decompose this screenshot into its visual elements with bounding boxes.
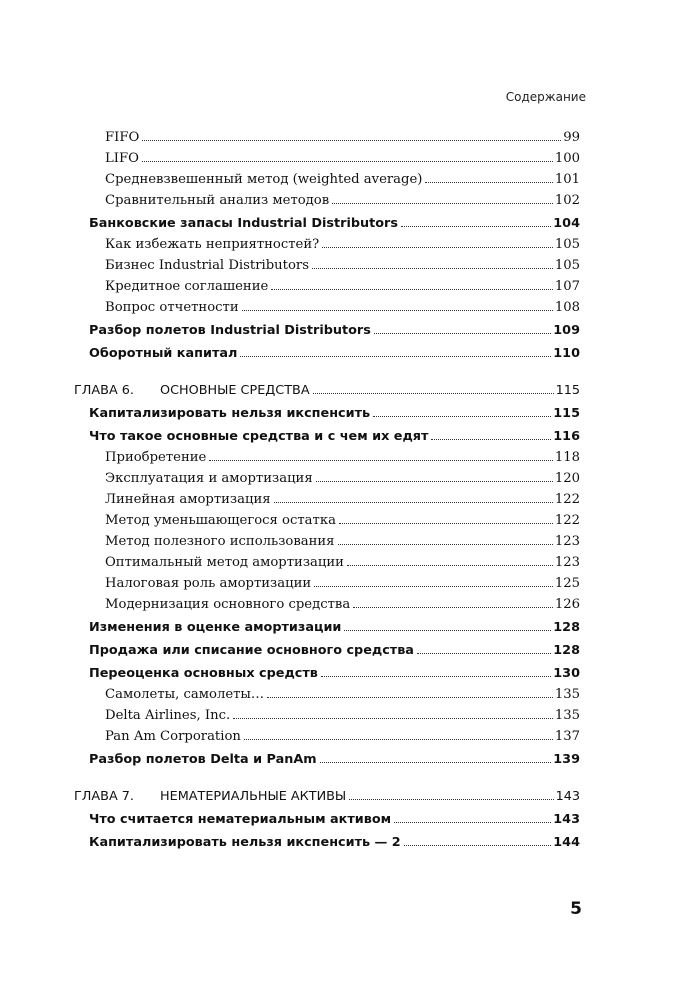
toc-entry-title: Метод полезного использования [105, 534, 335, 549]
dot-leader [373, 416, 551, 417]
toc-page-number: 130 [553, 666, 580, 681]
dot-leader [404, 845, 552, 846]
toc-subsection-entry[interactable] [0, 170, 694, 190]
toc-page-number: 126 [554, 597, 580, 612]
toc-subsection-entry[interactable] [0, 685, 694, 705]
dot-leader [425, 182, 552, 183]
toc-subsection-entry[interactable] [0, 191, 694, 211]
toc-entry-title: Вопрос отчетности [105, 300, 239, 315]
toc-section-entry[interactable] [0, 750, 694, 770]
toc-page-number: 102 [554, 193, 580, 208]
dot-leader [142, 140, 561, 141]
toc-section-entry[interactable] [0, 344, 694, 364]
dot-leader [313, 393, 554, 394]
toc-subsection-entry[interactable] [0, 149, 694, 169]
dot-leader [242, 310, 553, 311]
toc-section-entry[interactable] [0, 664, 694, 684]
toc-entry-title: Средневзвешенный метод (weighted average) [105, 172, 423, 187]
toc-section-entry[interactable] [0, 833, 694, 853]
toc-section-entry[interactable] [0, 427, 694, 447]
toc-entry-title: FIFO [105, 130, 140, 145]
toc-entry-title: Pan Am Corporation [105, 729, 241, 744]
toc-page-number: 110 [553, 346, 580, 361]
toc-entry-title: Разбор полетов Industrial Distributors [89, 323, 371, 338]
dot-leader [271, 289, 553, 290]
dot-leader [142, 161, 553, 162]
toc-chapter-label: ГЛАВА 7. [74, 789, 134, 804]
toc-subsection-entry[interactable] [0, 706, 694, 726]
toc-page-number: 143 [553, 812, 580, 827]
toc-entry-title: Налоговая роль амортизации [105, 576, 312, 591]
dot-leader [233, 718, 553, 719]
toc-subsection-entry[interactable] [0, 256, 694, 276]
toc-entry-title: Сравнительный анализ методов [105, 193, 330, 208]
toc-chapter-title: НЕМАТЕРИАЛЬНЫЕ АКТИВЫ [160, 789, 347, 804]
toc-entry-title: Продажа или списание основного средства [89, 643, 414, 658]
toc-page-number: 118 [554, 450, 580, 465]
toc-page-number: 122 [554, 492, 580, 507]
toc-page-number: 109 [553, 323, 580, 338]
toc-section-entry[interactable] [0, 321, 694, 341]
toc-entry-title: Модернизация основного средства [105, 597, 351, 612]
toc-entry-title: Капитализировать нельзя икспенсить — 2 [89, 835, 401, 850]
toc-subsection-entry[interactable] [0, 298, 694, 318]
dot-leader [209, 460, 552, 461]
dot-leader [316, 481, 553, 482]
toc-page-number: 123 [554, 555, 580, 570]
toc-page-number: 107 [554, 279, 580, 294]
dot-leader [338, 544, 553, 545]
dot-leader [401, 226, 551, 227]
toc-subsection-entry[interactable] [0, 490, 694, 510]
dot-leader [353, 607, 553, 608]
dot-leader [332, 203, 553, 204]
page-number: 5 [570, 899, 582, 919]
toc-page-number: 139 [553, 752, 580, 767]
toc-entry-title: Изменения в оценке амортизации [89, 620, 342, 635]
dot-leader [339, 523, 553, 524]
toc-subsection-entry[interactable] [0, 235, 694, 255]
dot-leader [314, 586, 553, 587]
dot-leader [244, 739, 553, 740]
toc-chapter-entry[interactable] [0, 381, 694, 401]
toc-entry-title: Что такое основные средства и с чем их едят [89, 429, 429, 444]
toc-entry-title: LIFO [105, 151, 139, 166]
toc-page-number: 128 [553, 643, 580, 658]
dot-leader [267, 697, 553, 698]
dot-leader [347, 565, 553, 566]
running-title: Содержание [505, 90, 586, 104]
toc-page-number: 143 [555, 789, 580, 804]
toc-subsection-entry[interactable] [0, 727, 694, 747]
toc-page-number: 122 [554, 513, 580, 528]
toc-entry-title: Оборотный капитал [89, 346, 238, 361]
toc-page-number: 128 [553, 620, 580, 635]
toc-chapter-label: ГЛАВА 6. [74, 383, 134, 398]
toc-subsection-entry[interactable] [0, 595, 694, 615]
toc-entry-title: Метод уменьшающегося остатка [105, 513, 336, 528]
toc-entry-title: Переоценка основных средств [89, 666, 318, 681]
toc-section-entry[interactable] [0, 810, 694, 830]
toc-entry-title: Разбор полетов Delta и PanAm [89, 752, 317, 767]
toc-page-number: 105 [554, 258, 580, 273]
toc-entry-title: Капитализировать нельзя икспенсить [89, 406, 371, 421]
toc-page-number: 125 [554, 576, 580, 591]
toc-page-number: 101 [554, 172, 580, 187]
toc-page-number: 144 [553, 835, 580, 850]
dot-leader [374, 333, 551, 334]
toc-entry-title [74, 381, 313, 401]
dot-leader [431, 439, 551, 440]
toc-entry-title: Линейная амортизация [105, 492, 271, 507]
toc-section-entry[interactable] [0, 641, 694, 661]
toc-entry-title: Оптимальный метод амортизации [105, 555, 344, 570]
toc-subsection-entry[interactable] [0, 553, 694, 573]
dot-leader [417, 653, 551, 654]
toc-page-number: 104 [553, 216, 580, 231]
toc-entry-title: Кредитное соглашение [105, 279, 269, 294]
toc-page-number: 120 [554, 471, 580, 486]
dot-leader [240, 356, 551, 357]
toc-page-number: 99 [563, 130, 580, 145]
dot-leader [322, 247, 553, 248]
toc-entry-title: Самолеты, самолеты… [105, 687, 265, 702]
toc-chapter-entry[interactable] [0, 787, 694, 807]
toc-page-number: 115 [555, 383, 580, 398]
dot-leader [321, 676, 551, 677]
toc-entry-title: Что считается нематериальным активом [89, 812, 392, 827]
dot-leader [320, 762, 552, 763]
toc-subsection-entry[interactable] [0, 574, 694, 594]
dot-leader [349, 799, 553, 800]
toc-section-entry[interactable] [0, 618, 694, 638]
toc-entry-title: Бизнес Industrial Distributors [105, 258, 309, 273]
toc-page-number: 137 [554, 729, 580, 744]
toc-entry-title [74, 787, 349, 807]
toc-page-number: 105 [554, 237, 580, 252]
toc-page-number: 135 [554, 687, 580, 702]
toc-entry-title: Эксплуатация и амортизация [105, 471, 313, 486]
toc-subsection-entry[interactable] [0, 128, 694, 148]
toc-page-number: 123 [554, 534, 580, 549]
toc-chapter-title: ОСНОВНЫЕ СРЕДСТВА [160, 383, 310, 398]
dot-leader [394, 822, 551, 823]
toc-section-entry[interactable] [0, 214, 694, 234]
toc-page-number: 108 [554, 300, 580, 315]
toc-page-number: 115 [553, 406, 580, 421]
dot-leader [312, 268, 553, 269]
toc-entry-title: Банковские запасы Industrial Distributors [89, 216, 398, 231]
toc-entry-title: Как избежать неприятностей? [105, 237, 320, 252]
toc-page-number: 116 [553, 429, 580, 444]
toc-section-entry[interactable] [0, 404, 694, 424]
toc-entry-title: Delta Airlines, Inc. [105, 708, 231, 723]
toc-subsection-entry[interactable] [0, 511, 694, 531]
toc-entry-title: Приобретение [105, 450, 207, 465]
toc-page-number: 135 [554, 708, 580, 723]
toc-subsection-entry[interactable] [0, 469, 694, 489]
dot-leader [274, 502, 553, 503]
toc-subsection-entry[interactable] [0, 532, 694, 552]
dot-leader [344, 630, 551, 631]
toc-subsection-entry[interactable] [0, 448, 694, 468]
toc-subsection-entry[interactable] [0, 277, 694, 297]
toc-page-number: 100 [554, 151, 580, 166]
